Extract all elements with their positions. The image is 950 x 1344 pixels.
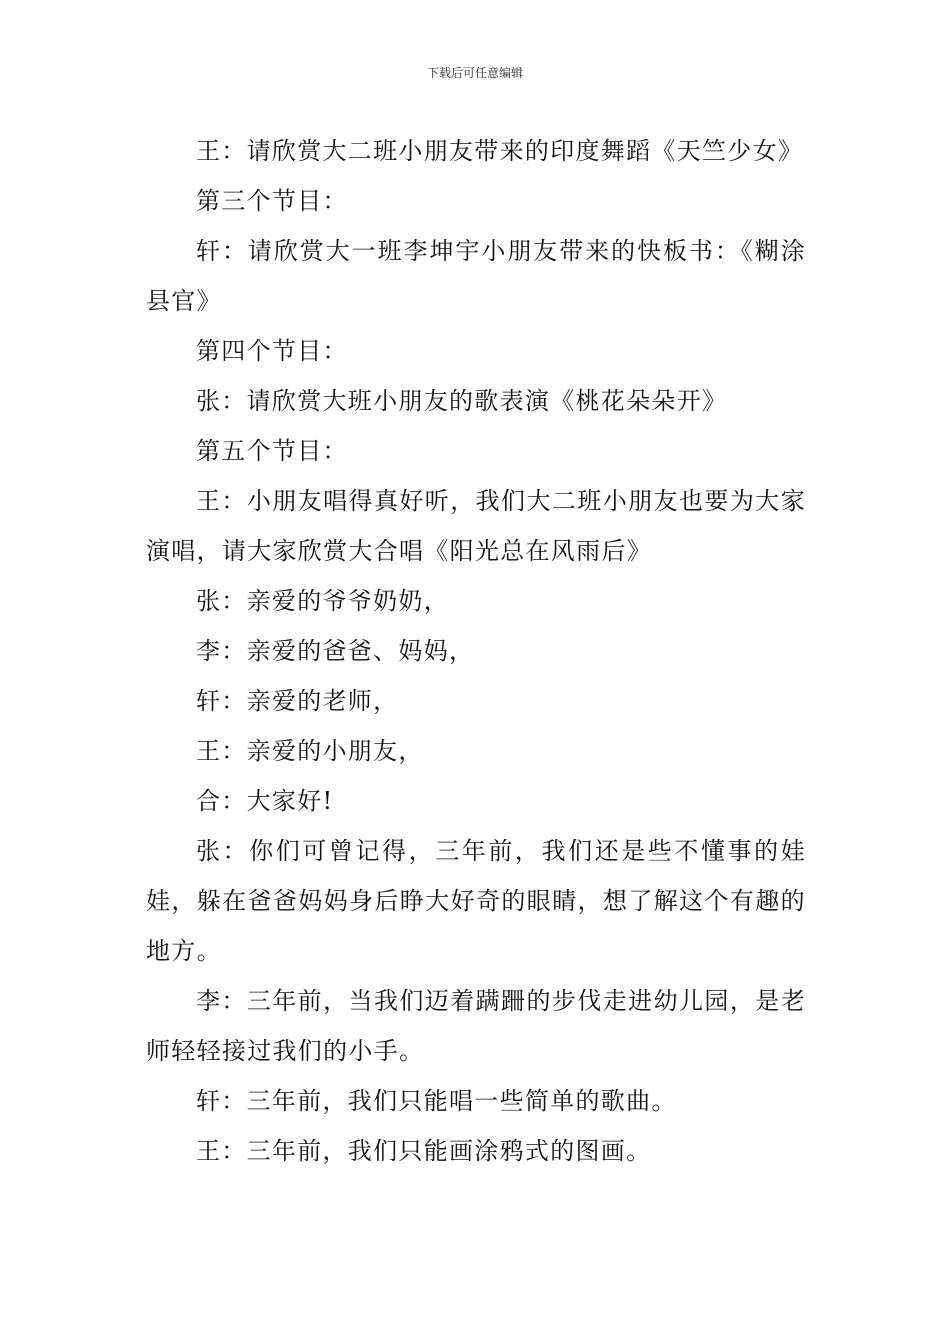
paragraph: 王：亲爱的小朋友， <box>196 737 424 765</box>
paragraph: 张：请欣赏大班小朋友的歌表演《桃花朵朵开》 <box>196 387 728 415</box>
paragraph: 轩：三年前，我们只能唱一些简单的歌曲。 <box>196 1087 677 1115</box>
paragraph: 王：请欣赏大二班小朋友带来的印度舞蹈《天竺少女》 <box>196 137 804 165</box>
paragraph: 轩：请欣赏大一班李坤宇小朋友带来的快板书：《糊涂县官》 <box>146 237 806 315</box>
paragraph: 王：小朋友唱得真好听，我们大二班小朋友也要为大家演唱，请大家欣赏大合唱《阳光总在风雨后》 <box>146 487 806 565</box>
paragraph: 李：三年前，当我们迈着蹒跚的步伐走进幼儿园，是老师轻轻接过我们的小手。 <box>146 987 806 1065</box>
paragraph: 李：亲爱的爸爸、妈妈， <box>196 637 475 665</box>
paragraph: 合：大家好! <box>196 787 334 815</box>
paragraph: 第三个节目： <box>196 187 348 215</box>
paragraph: 第四个节目： <box>196 337 348 365</box>
paragraph: 张：亲爱的爷爷奶奶， <box>196 587 449 615</box>
paragraph: 轩：亲爱的老师， <box>196 687 399 715</box>
paragraph: 王：三年前，我们只能画涂鸦式的图画。 <box>196 1137 652 1165</box>
page-header: 下载后可任意编辑 <box>426 66 523 80</box>
paragraph: 第五个节目： <box>196 437 348 465</box>
paragraph: 张：你们可曾记得，三年前，我们还是些不懂事的娃娃，躲在爸爸妈妈身后睁大好奇的眼睛，想了解这个有趣的地方。 <box>146 837 806 965</box>
document-body <box>146 126 806 1176</box>
